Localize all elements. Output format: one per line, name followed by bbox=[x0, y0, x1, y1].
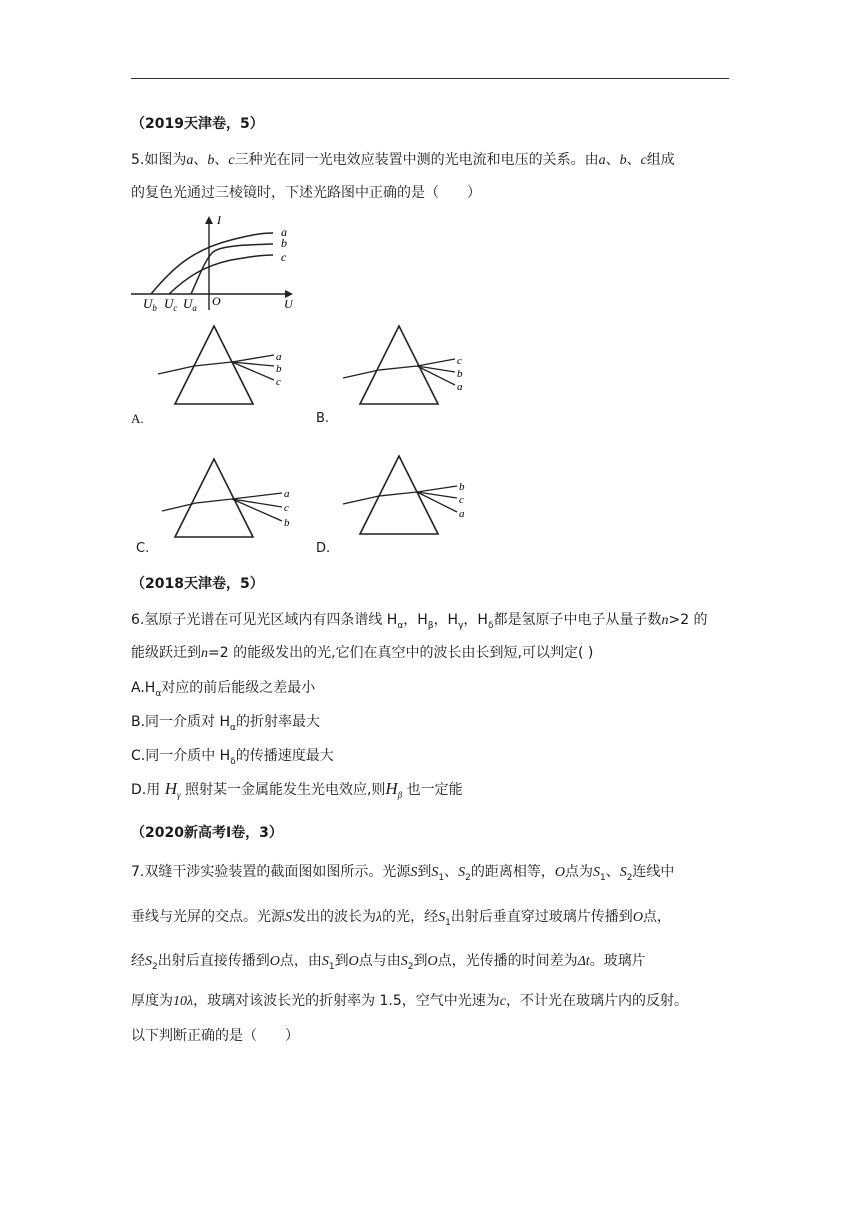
q5-stem-line1: 5.如图为a、b、c三种光在同一光电效应装置中测的光电流和电压的关系。由a、b、c组成 bbox=[131, 152, 675, 168]
q6-stem-line1: 6.氢原子光谱在可见光区域内有四条谱线 $H_\alpha$，$H_\beta$，$H_\gamma$，$H_\delta$都是氢原子中电子从量子数n>2 的 bbox=[131, 612, 708, 631]
prism-d-ray-3: a bbox=[459, 508, 465, 520]
prism-d-ray-2: c bbox=[459, 494, 464, 506]
q6-option-a[interactable]: $A.H_\alpha$对应的前后能级之差最小 bbox=[131, 680, 316, 699]
q6-option-c[interactable]: C.同一介质中 $H_\delta$的传播速度最大 bbox=[131, 748, 334, 767]
prism-a-ray-1: a bbox=[276, 351, 282, 363]
q7-stem-line1: 7.双缝干涉实验装置的截面图如图所示。光源S到$S_1$、$S_2$的距离相等，O点为$S_1$、$S_2$连线中 bbox=[131, 864, 675, 883]
curve-c-label: c bbox=[281, 250, 287, 264]
q6-option-d[interactable]: D.用 $H_\gamma$ 照射某一金属能发生光电效应,则$H_\beta$ 也一定能 bbox=[131, 779, 463, 800]
q7-source: （2020新高考Ⅰ卷，3） bbox=[131, 825, 283, 841]
origin-label: O bbox=[212, 294, 221, 308]
prism-a-ray-3: c bbox=[276, 376, 281, 388]
option-b-label[interactable]: B. bbox=[316, 411, 330, 426]
option-d-label[interactable]: D. bbox=[316, 541, 331, 556]
iu-graph bbox=[131, 212, 306, 312]
prism-option-b bbox=[335, 322, 485, 408]
option-c-label[interactable]: C. bbox=[136, 541, 150, 556]
prism-option-d bbox=[335, 452, 485, 538]
q7-stem-line5: 以下判断正确的是（ ） bbox=[131, 1028, 299, 1044]
prism-d-ray-1: b bbox=[459, 481, 465, 493]
prism-c-ray-1: a bbox=[284, 488, 290, 500]
prism-option-a bbox=[150, 322, 300, 408]
curve-a-label: a bbox=[281, 225, 287, 239]
prism-b-ray-1: c bbox=[457, 355, 462, 367]
header-rule bbox=[131, 78, 729, 79]
ua-label: $U_a$ bbox=[183, 296, 197, 312]
q6-stem-line2: 能级跃迁到n=2 的能级发出的光,它们在真空中的波长由长到短,可以判定( ) bbox=[131, 645, 594, 661]
q7-stem-line2: 垂线与光屏的交点。光源S发出的波长为λ的光，经$S_1$出射后垂直穿过玻璃片传播到O点， bbox=[131, 909, 671, 928]
prism-c-ray-2: c bbox=[284, 502, 289, 514]
q5-stem-line2: 的复色光通过三棱镜时，下述光路图中正确的是（ ） bbox=[131, 185, 481, 201]
q7-stem-line4: 厚度为10λ，玻璃对该波长光的折射率为 1.5，空气中光速为c，不计光在玻璃片内的反射。 bbox=[131, 993, 689, 1009]
ub-label: $U_b$ bbox=[143, 296, 157, 312]
q5-source: （2019天津卷，5） bbox=[131, 116, 264, 132]
axis-u-label: U bbox=[284, 297, 293, 311]
prism-b-ray-3: a bbox=[457, 381, 463, 393]
prism-c-ray-3: b bbox=[284, 517, 290, 529]
q7-stem-line3: 经$S_2$出射后直接传播到O点，由$S_1$到O点与由$S_2$到O点，光传播的时间差为Δt。玻璃片 bbox=[131, 953, 646, 972]
uc-label: $U_c$ bbox=[164, 296, 178, 312]
prism-option-c bbox=[158, 455, 308, 541]
q6-option-b[interactable]: B.同一介质对 $H_\alpha$的折射率最大 bbox=[131, 714, 320, 733]
curve-b-label: b bbox=[281, 236, 287, 250]
option-a-label[interactable]: A. bbox=[131, 411, 144, 426]
prism-b-ray-2: b bbox=[457, 368, 463, 380]
q6-source: （2018天津卷，5） bbox=[131, 576, 264, 592]
prism-a-ray-2: b bbox=[276, 363, 282, 375]
axis-i-label: I bbox=[217, 213, 221, 227]
